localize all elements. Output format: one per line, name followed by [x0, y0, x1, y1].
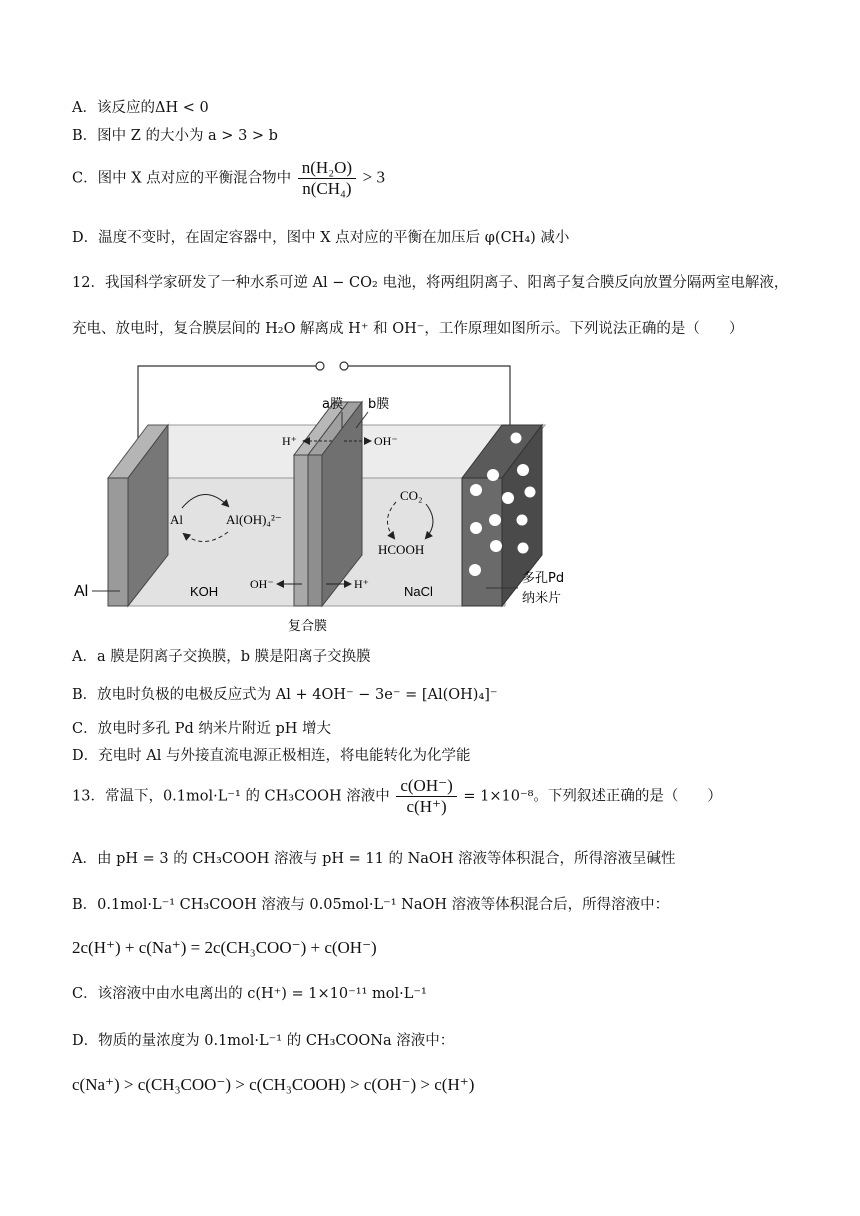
co2-label: CO₂ [400, 488, 423, 503]
q13-stem-fraction [396, 776, 456, 817]
q11-option-b: B．图中 Z 的大小为 a > 3 > b [72, 128, 278, 144]
q11-option-a: A．该反应的ΔH < 0 [72, 100, 209, 116]
pd-label-line2: 纳米片 [522, 591, 562, 606]
q13-stem-numerator: c(OH⁻) [396, 776, 456, 797]
q12-option-a: A．a 膜是阴离子交换膜，b 膜是阳离子交换膜 [72, 649, 371, 665]
q13-option-c: C．该溶液中由水电离出的 c(H⁺) = 1×10⁻¹¹ mol·L⁻¹ [72, 986, 427, 1002]
aloh4-label: Al(OH)₄²⁻ [226, 512, 282, 527]
q11-option-c-fraction [298, 158, 356, 199]
q12-option-d: D．充电时 Al 与外接直流电源正极相连，将电能转化为化学能 [72, 748, 471, 764]
battery-diagram [70, 350, 630, 640]
q13-stem-prefix: 13．常温下，0.1mol·L⁻¹ 的 CH₃COOH 溶液中 [72, 788, 390, 805]
al-cell-label: Al [170, 512, 183, 527]
oh-minus-bottom-label: OH⁻ [250, 577, 274, 591]
q13-option-d: D．物质的量浓度为 0.1mol·L⁻¹ 的 CH₃COONa 溶液中： [72, 1033, 455, 1049]
q13-stem [72, 776, 722, 817]
pd-label-line1: 多孔Pd [522, 571, 565, 586]
hcooh-label: HCOOH [378, 542, 425, 557]
koh-label: KOH [190, 584, 219, 599]
q11-option-c [72, 158, 385, 199]
q11-c-numerator: n(H₂O) [298, 158, 356, 179]
q11-option-c-text: C．图中 X 点对应的平衡混合物中 [72, 170, 292, 187]
composite-membrane-label: 复合膜 [288, 619, 328, 634]
q12-stem-line2: 充电、放电时，复合膜层间的 H₂O 解离成 H⁺ 和 OH⁻，工作原理如图所示。下列说法正确的是（ ） [72, 321, 744, 337]
q11-c-denominator: n(CH₄) [302, 179, 352, 198]
h-plus-bottom-label: H⁺ [354, 577, 369, 591]
q12-option-c: C．放电时多孔 Pd 纳米片附近 pH 增大 [72, 721, 331, 737]
q11-option-c-suffix: > 3 [362, 167, 386, 187]
b-membrane-label: b膜 [368, 397, 390, 412]
a-membrane-label: a膜 [322, 397, 343, 412]
nacl-label: NaCl [404, 584, 433, 599]
q13-stem-denominator: c(H⁺) [406, 797, 447, 816]
q13-option-d-equation: c(Na⁺) > c(CH₃COO⁻) > c(CH₃COOH) > c(OH⁻) > c(H⁺) [72, 1075, 475, 1094]
q12-stem-line1: 12．我国科学家研发了一种水系可逆 Al − CO₂ 电池，将两组阴离子、阳离子复合膜反向放置分隔两室电解液， [72, 275, 789, 291]
q13-stem-suffix: = 1×10⁻⁸。下列叙述正确的是（ ） [463, 788, 722, 805]
al-electrode-label: Al [74, 583, 89, 600]
q13-option-b-equation: 2c(H⁺) + c(Na⁺) = 2c(CH₃COO⁻) + c(OH⁻) [72, 938, 377, 957]
q12-option-b: B．放电时负极的电极反应式为 Al + 4OH⁻ − 3e⁻ = [Al(OH)₄]⁻ [72, 687, 498, 703]
q13-option-a: A．由 pH = 3 的 CH₃COOH 溶液与 pH = 11 的 NaOH 溶液等体积混合，所得溶液呈碱性 [72, 851, 676, 867]
h-plus-top-label: H⁺ [282, 434, 297, 448]
q11-option-d: D．温度不变时，在固定容器中，图中 X 点对应的平衡在加压后 φ(CH₄) 减小 [72, 230, 570, 246]
q13-option-b: B．0.1mol·L⁻¹ CH₃COOH 溶液与 0.05mol·L⁻¹ NaOH 溶液等体积混合后，所得溶液中： [72, 897, 670, 913]
oh-minus-top-label: OH⁻ [374, 434, 398, 448]
